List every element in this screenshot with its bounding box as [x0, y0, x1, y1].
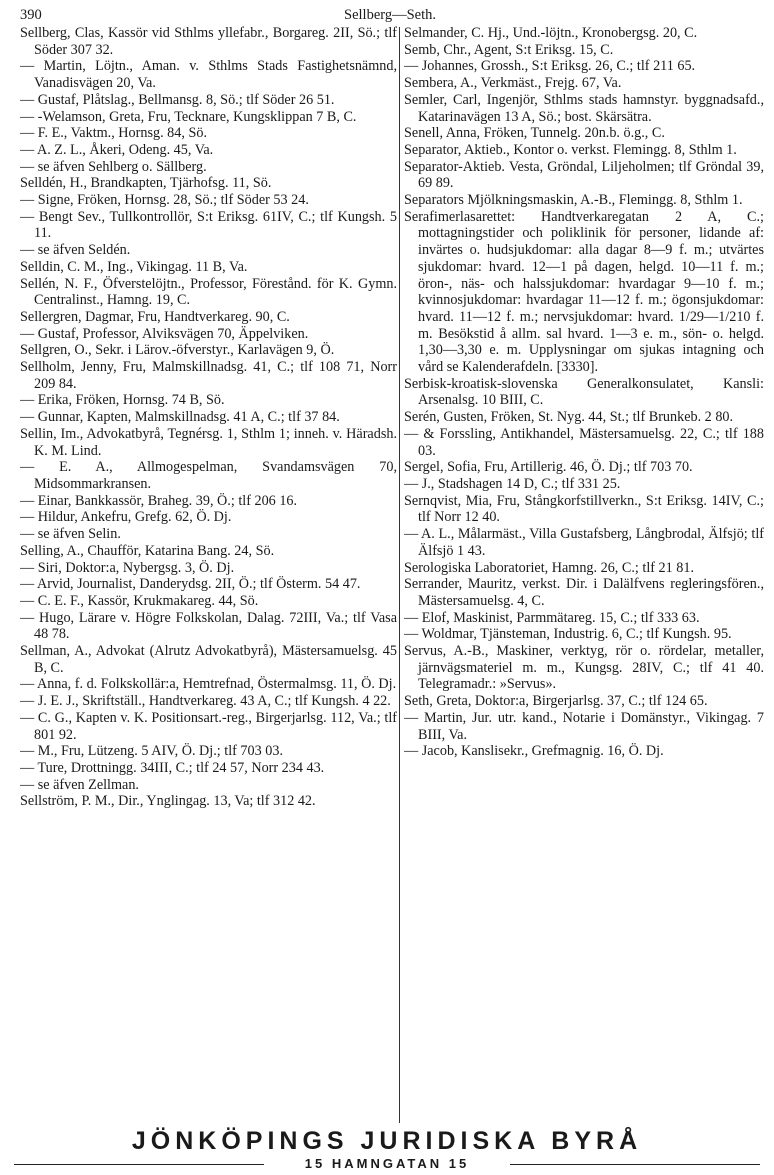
directory-entry: Semler, Carl, Ingenjör, Sthlms stads hamnstyr. byggnadsafd., Katarinavägen 13 A, Sö.; bost. Skärsätra.: [404, 91, 764, 125]
advert-address-line: [14, 1156, 760, 1172]
directory-entry: — Gunnar, Kapten, Malmskillnadsg. 41 A, C.; tlf 37 84.: [20, 409, 340, 426]
directory-entry: Separator, Aktieb., Kontor o. verkst. Flemingg. 8, Sthlm 1.: [404, 141, 737, 158]
directory-entry: — Ture, Drottningg. 34III, C.; tlf 24 57, Norr 234 43.: [20, 759, 325, 776]
directory-entry: — A. L., Målarmäst., Villa Gustafsberg, Långbrodal, Älfsjö; tlf Älfsjö 1 43.: [404, 526, 764, 559]
directory-entry: — Elof, Maskinist, Parmmätareg. 15, C.; tlf 333 63.: [404, 609, 700, 626]
directory-entry: — Martin, Jur. utr. kand., Notarie i Domänstyr., Vikingag. 7 BIII, Va.: [404, 709, 764, 743]
directory-entry: Sellergren, Dagmar, Fru, Handtverkareg. 90, C.: [20, 308, 290, 325]
advert-rule-right: [510, 1164, 760, 1165]
directory-entry: Sembera, A., Verkmäst., Frejg. 67, Va.: [404, 75, 622, 92]
directory-entry: — Gustaf, Professor, Alviksvägen 70, Äppelviken.: [20, 325, 309, 342]
directory-entry: Selldén, H., Brandkapten, Tjärhofsg. 11, Sö.: [20, 175, 272, 192]
directory-entry: — Hugo, Lärare v. Högre Folkskolan, Dalag. 72III, Va.; tlf Vasa 48 78.: [20, 609, 397, 643]
directory-entry: — J., Stadshagen 14 D, C.; tlf 331 25.: [404, 475, 621, 492]
running-head: Sellberg—Seth.: [344, 7, 436, 23]
directory-entry: Serén, Gusten, Fröken, St. Nyg. 44, St.; tlf Brunkeb. 2 80.: [404, 409, 734, 426]
directory-entry: Sellin, Im., Advokatbyrå, Tegnérsg. 1, Sthlm 1; inneh. v. Häradsh. K. M. Lind.: [20, 425, 397, 459]
directory-entry: — Woldmar, Tjänsteman, Industrig. 6, C.; tlf Kungsh. 95.: [404, 626, 732, 643]
advert-address: 15 HAMNGATAN 15: [297, 1156, 477, 1171]
directory-entry: — A. Z. L., Åkeri, Odeng. 45, Va.: [20, 141, 214, 158]
directory-entry: Serafimerlasarettet: Handtverkaregatan 2 A, C.; mottagningstider och poliklinik för personer, lidande af: invärtes o. hudsjukdomar: alla dagar 8—9 f. m.; utvärtes sjukdomar: hvard. 12—1 på dagen, helgd. 10—11 f. m.; öron-, näs- och halssjukdomar: hvardagar 9—10 f. m.; kvinnosjukdomar: hvardagar 11—12 f. m.; ögonsjukdomar: hvard. 11—12 f. m.; nervsjukdomar: hvard. 1/29—1/210 f. m. Besökstid å allm. sal hvard. 1—3 e. m., sön- o. helgd. 1,30—3,30 e. m. Upplysningar om sjukas intagning och vård se Kalenderafdeln. [3330].: [404, 208, 764, 376]
directory-entry: — Signe, Fröken, Hornsg. 28, Sö.; tlf Söder 53 24.: [20, 192, 309, 209]
directory-entry: Sellholm, Jenny, Fru, Malmskillnadsg. 41, C.; tlf 108 71, Norr 209 84.: [20, 359, 397, 392]
right-column: [404, 25, 764, 1128]
directory-entry: — Gustaf, Plåtslag., Bellmansg. 8, Sö.; tlf Söder 26 51.: [20, 91, 335, 108]
directory-entry: — Johannes, Grossh., S:t Eriksg. 26, C.; tlf 211 65.: [404, 58, 696, 75]
directory-entry: Semb, Chr., Agent, S:t Eriksg. 15, C.: [404, 41, 614, 58]
directory-entry: — C. G., Kapten v. K. Positionsart.-reg., Birgerjarlsg. 112, Va.; tlf 801 92.: [20, 709, 397, 743]
directory-entry: — C. E. F., Kassör, Krukmakareg. 44, Sö.: [20, 592, 259, 609]
directory-entry: Sellén, N. F., Öfverstelöjtn., Professor, Förestånd. för K. Gymn. Centralinst., Hamng. 19, C.: [20, 275, 397, 309]
column-divider: [399, 27, 400, 1123]
directory-entry: — Erika, Fröken, Hornsg. 74 B, Sö.: [20, 392, 225, 409]
directory-entry: — Hildur, Ankefru, Grefg. 62, Ö. Dj.: [20, 509, 232, 526]
directory-entry: — F. E., Vaktm., Hornsg. 84, Sö.: [20, 125, 207, 142]
directory-entry: Sellström, P. M., Dir., Ynglingag. 13, Va; tlf 312 42.: [20, 793, 316, 810]
directory-entry: Sellgren, O., Sekr. i Lärov.-öfverstyr., Karlavägen 9, Ö.: [20, 342, 335, 359]
directory-entry: — J. E. J., Skriftställ., Handtverkareg. 43 A, C.; tlf Kungsh. 4 22.: [20, 693, 391, 710]
directory-entry: — Jacob, Kanslisekr., Grefmagnig. 16, Ö. Dj.: [404, 743, 664, 760]
directory-entry: Servus, A.-B., Maskiner, verktyg, rör o. rördelar, metaller, järnvägsmateriel m. m., Kungsg. 28IV, C.; tlf 41 40. Telegramadr.: »Servus».: [404, 643, 764, 693]
directory-entry: — se äfven Seldén.: [20, 242, 131, 259]
directory-entry: Selling, A., Chaufför, Katarina Bang. 24, Sö.: [20, 542, 275, 559]
directory-entry: — se äfven Selin.: [20, 526, 121, 543]
directory-entry: — se äfven Sehlberg o. Sällberg.: [20, 158, 207, 175]
directory-entry: — Siri, Doktor:a, Nybergsg. 3, Ö. Dj.: [20, 559, 235, 576]
advert-rule-left: [14, 1164, 264, 1165]
directory-entry: — Martin, Löjtn., Aman. v. Sthlms Stads Fastighetsnämnd, Vanadisvägen 20, Va.: [20, 58, 397, 92]
directory-entry: Separators Mjölkningsmaskin, A.-B., Flemingg. 8, Sthlm 1.: [404, 192, 743, 209]
page-number: 390: [20, 7, 42, 23]
directory-entry: Seth, Greta, Doktor:a, Birgerjarlsg. 37, C.; tlf 124 65.: [404, 693, 708, 710]
directory-entry: Sellman, A., Advokat (Alrutz Advokatbyrå), Mästersamuelsg. 45 B, C.: [20, 643, 397, 676]
directory-entry: — -Welamson, Greta, Fru, Tecknare, Kungsklippan 7 B, C.: [20, 108, 357, 125]
directory-entry: Serbisk-kroatisk-slovenska Generalkonsulatet, Kansli: Arsenalsg. 10 BIII, C.: [404, 375, 764, 409]
directory-entry: Serologiska Laboratoriet, Hamng. 26, C.; tlf 21 81.: [404, 559, 695, 576]
advert-title: JÖNKÖPINGS JURIDISKA BYRÅ: [131, 1127, 643, 1155]
directory-entry: — se äfven Zellman.: [20, 776, 139, 793]
directory-entry: Selmander, C. Hj., Und.-löjtn., Kronobergsg. 20, C.: [404, 25, 698, 41]
directory-entry: Sellberg, Clas, Kassör vid Sthlms yllefabr., Borgareg. 2II, Sö.; tlf Söder 307 32.: [20, 25, 397, 58]
directory-entry: Selldin, C. M., Ing., Vikingag. 11 B, Va.: [20, 258, 248, 275]
directory-entry: Sernqvist, Mia, Fru, Stångkorfstillverkn., S:t Eriksg. 14IV, C.; tlf Norr 12 40.: [404, 492, 764, 526]
directory-entry: Senell, Anna, Fröken, Tunnelg. 20n.b. ö.g., C.: [404, 125, 665, 142]
directory-entry: — Anna, f. d. Folkskollär:a, Hemtrefnad, Östermalmsg. 11, Ö. Dj.: [20, 676, 397, 693]
directory-entry: Serrander, Mauritz, verkst. Dir. i Dalälfvens regleringsfören., Mästersamuelsg. 4, C.: [404, 576, 764, 609]
directory-entry: — & Forssling, Antikhandel, Mästersamuelsg. 22, C.; tlf 188 03.: [404, 425, 764, 459]
directory-entry: — Einar, Bankkassör, Braheg. 39, Ö.; tlf 206 16.: [20, 492, 298, 509]
directory-entry: — M., Fru, Lützeng. 5 AIV, Ö. Dj.; tlf 703 03.: [20, 743, 283, 760]
directory-entry: — E. A., Allmogespelman, Svandamsvägen 70, Midsommarkransen.: [20, 459, 397, 492]
left-column: [20, 25, 397, 1128]
directory-entry: Sergel, Sofia, Fru, Artillerig. 46, Ö. Dj.; tlf 703 70.: [404, 459, 693, 476]
page-header: [20, 4, 760, 26]
directory-entry: — Bengt Sev., Tullkontrollör, S:t Eriksg. 61IV, C.; tlf Kungsh. 5 11.: [20, 208, 397, 242]
directory-entry: Separator-Aktieb. Vesta, Gröndal, Liljeholmen; tlf Gröndal 39, 69 89.: [404, 158, 764, 192]
directory-entry: — Arvid, Journalist, Danderydsg. 2II, Ö.; tlf Österm. 54 47.: [20, 576, 361, 593]
